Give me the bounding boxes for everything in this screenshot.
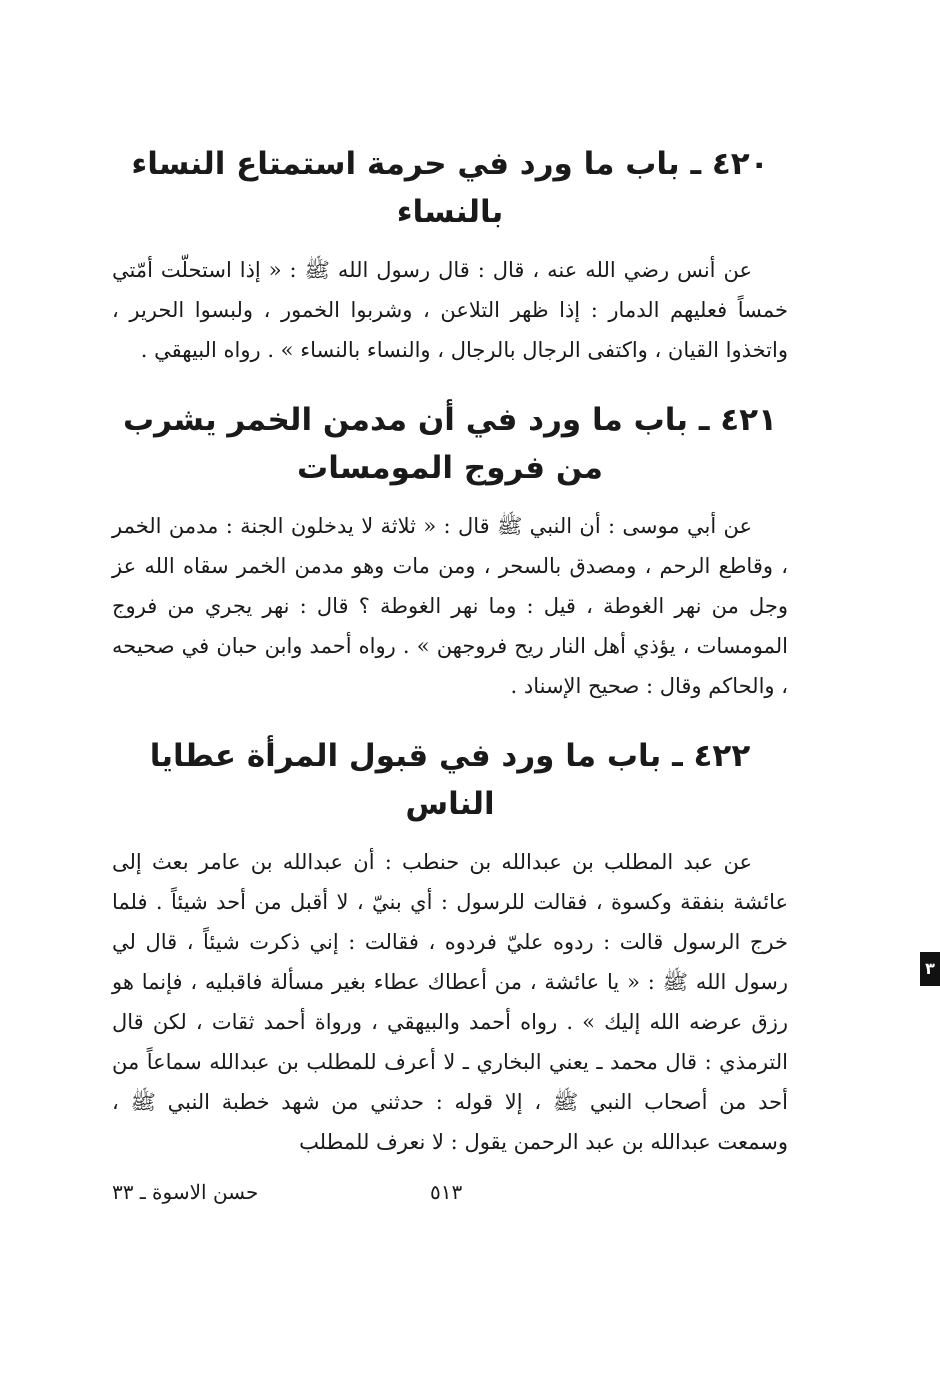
section-paragraph: عن أنس رضي الله عنه ، قال : قال رسول الله ﷺ : « إذا استحلّت أمّتي خمساً فعليهم الدمار : إذا ظهر التلاعن ، وشربوا الخمور ، ولبسوا الحرير ، واتخذوا القيان ، واكتفى الرجال بالرجال ، والنساء بالنساء » . رواه البيهقي . — [112, 258, 788, 362]
section-heading: ٤٢٢ ـ باب ما ورد في قبول المرأة عطايا الناس — [149, 738, 751, 822]
section-heading: ٤٢١ ـ باب ما ورد في أن مدمن الخمر يشرب من فروج المومسات — [122, 402, 777, 486]
section-420 — [112, 140, 788, 370]
section-422 — [112, 732, 788, 1162]
section-421 — [112, 396, 788, 706]
page-content — [112, 140, 788, 1188]
running-title: حسن الاسوة ـ ٣٣ — [112, 1180, 259, 1204]
section-heading: ٤٢٠ ـ باب ما ورد في حرمة استمتاع النساء بالنساء — [131, 146, 769, 230]
page-number: ٥١٣ — [430, 1180, 463, 1204]
chapter-thumb-tab: ٣ — [920, 952, 940, 986]
page-footer — [112, 1180, 788, 1216]
section-paragraph: عن أبي موسى : أن النبي ﷺ قال : « ثلاثة لا يدخلون الجنة : مدمن الخمر ، وقاطع الرحم ، ومصدق بالسحر ، ومن مات وهو مدمن الخمر سقاه الله عز وجل من نهر الغوطة ، قيل : وما نهر الغوطة ؟ قال : نهر يجري من فروج المومسات ، يؤذي أهل النار ريح فروجهن » . رواه أحمد وابن حبان في صحيحه ، والحاكم وقال : صحيح الإسناد . — [112, 514, 788, 698]
section-paragraph: عن عبد المطلب بن عبدالله بن حنطب : أن عبدالله بن عامر بعث إلى عائشة بنفقة وكسوة ، فقالت للرسول : أي بنيّ ، لا أقبل من أحد شيئاً . فلما خرج الرسول قالت : ردوه عليّ فردوه ، فقالت : إني ذكرت شيئاً ، قال لي رسول الله ﷺ : « يا عائشة ، من أعطاك عطاء بغير مسألة فاقبليه ، فإنما هو رزق عرضه الله إليك » . رواه أحمد والبيهقي ، ورواة أحمد ثقات ، لكن قال الترمذي : قال محمد ـ يعني البخاري ـ لا أعرف للمطلب بن عبدالله سماعاً من أحد من أصحاب النبي ﷺ ، إلا قوله : حدثني من شهد خطبة النبي ﷺ ، وسمعت عبدالله بن عبد الرحمن يقول : لا نعرف للمطلب — [112, 850, 788, 1154]
